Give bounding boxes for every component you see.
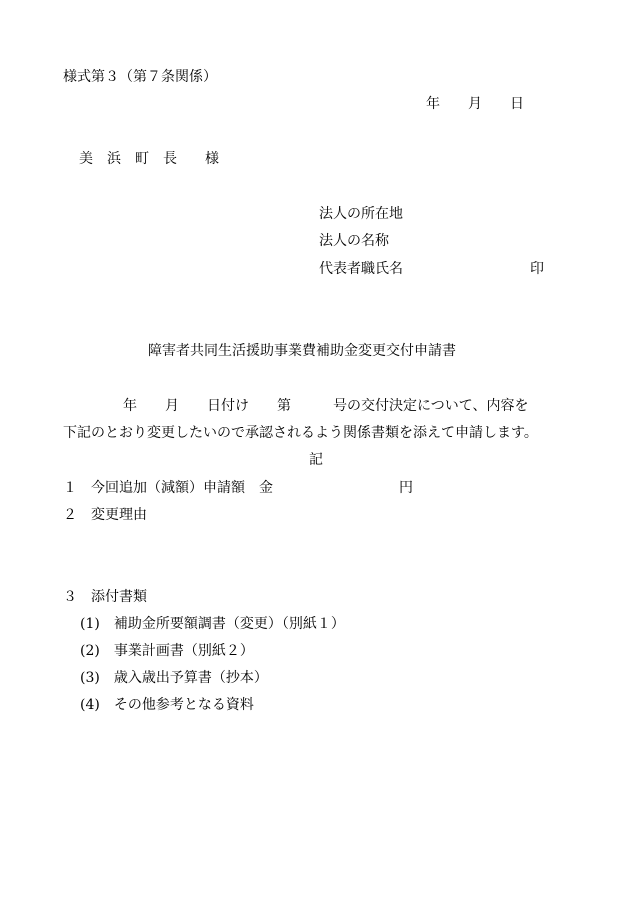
seal-mark: 印 xyxy=(530,261,544,277)
body-line-1: 年 月 日付け 第 号の交付決定について、内容を xyxy=(123,398,529,414)
item-1-amount: １ 今回追加（減額）申請額 金 円 xyxy=(63,480,413,496)
representative-label: 代表者職氏名 xyxy=(319,261,403,277)
attachment-item: (3) 歳入歳出予算書（抄本） xyxy=(80,670,268,686)
document-title: 障害者共同生活援助事業費補助金変更交付申請書 xyxy=(148,343,456,359)
item-3-attachments: ３ 添付書類 xyxy=(63,589,147,605)
ki-heading: 記 xyxy=(309,452,323,468)
date-line: 年 月 日 xyxy=(426,96,524,112)
item-2-reason: ２ 変更理由 xyxy=(63,507,147,523)
addressee: 美 浜 町 長 様 xyxy=(79,151,219,167)
form-number: 様式第３（第７条関係） xyxy=(63,69,217,85)
applicant-address-label: 法人の所在地 xyxy=(319,206,403,222)
attachment-item: (2) 事業計画書（別紙２） xyxy=(80,643,254,659)
attachment-item: (4) その他参考となる資料 xyxy=(80,697,254,713)
applicant-name-label: 法人の名称 xyxy=(319,233,389,249)
body-line-2: 下記のとおり変更したいので承認されるよう関係書類を添えて申請します。 xyxy=(63,425,538,441)
attachment-item: (1) 補助金所要額調書（変更）（別紙１） xyxy=(80,616,345,632)
